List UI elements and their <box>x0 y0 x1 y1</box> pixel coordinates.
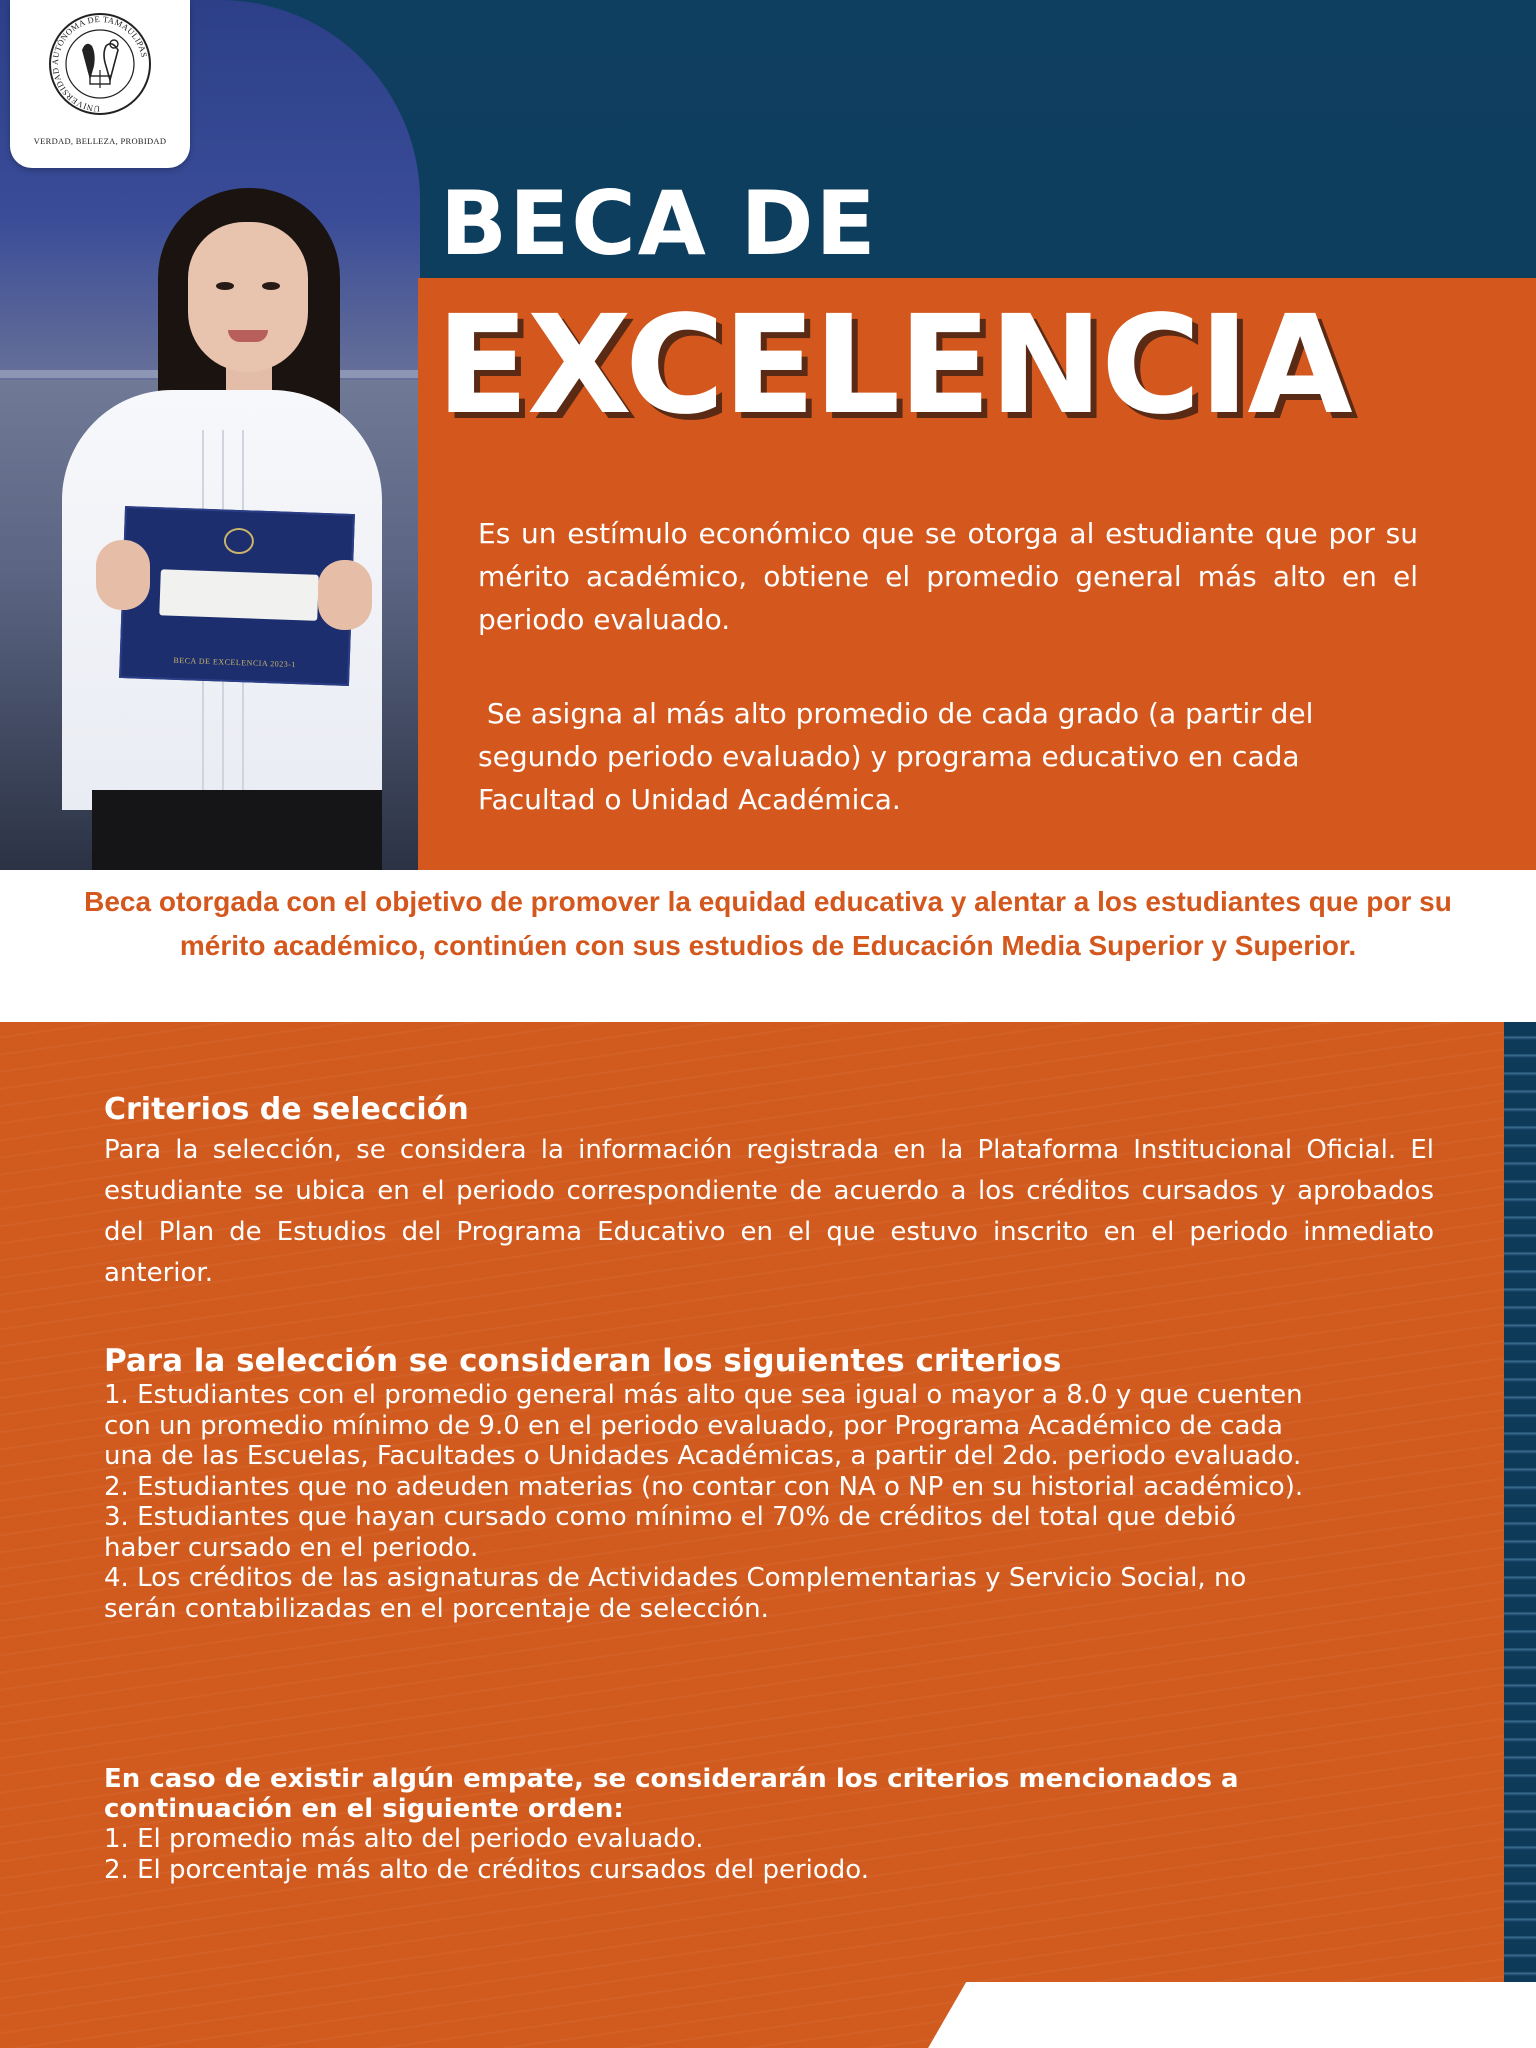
criterios-text: Para la selección, se considera la información registrada en la Plataforma Institucional Oficial. El estudiante se ubica en el periodo correspondiente de acuerdo a los créditos cursados y aprobados del Plan de Estudios del Programa Educativo en el que estuvo inscrito en el periodo inmediato anterior. <box>104 1135 1434 1288</box>
university-logo <box>10 0 190 168</box>
tiebreak-section <box>104 1764 1304 1886</box>
objective-banner <box>0 870 1536 1022</box>
tiebreak-item-2: 2. El porcentaje más alto de créditos cursados del periodo. <box>104 1855 869 1885</box>
title-line-1: BECA DE <box>440 172 878 275</box>
criterios-heading: Criterios de selección <box>104 1092 469 1127</box>
tiebreak-heading: En caso de existir algún empate, se considerarán los criterios mencionados a continuación en el siguiente orden: <box>104 1764 1239 1824</box>
student-pants <box>92 790 382 870</box>
certificate-label: BECA DE EXCELENCIA 2023-1 <box>173 655 297 670</box>
intro-paragraph-1: Es un estímulo económico que se otorga al estudiante que por su mérito académico, obtiene el promedio general más alto en el periodo evaluado. <box>478 517 1418 636</box>
criteria-item-4: 4. Los créditos de las asignaturas de Actividades Complementarias y Servicio Social, no serán contabilizadas en el porcentaje de selección. <box>104 1563 1247 1624</box>
left-hand <box>96 540 150 610</box>
criteria-item-2: 2. Estudiantes que no adeuden materias (no contar con NA o NP en su historial académico). <box>104 1471 1304 1502</box>
university-seal-icon <box>46 10 154 130</box>
decorative-stripes <box>1504 1022 1536 2048</box>
objective-text: Beca otorgada con el objetivo de promover la equidad educativa y alentar a los estudiantes que por su mérito académico, continúen con sus estudios de Educación Media Superior y Superior. <box>84 886 1452 961</box>
certificate-emblem-icon <box>223 528 254 555</box>
logo-ring-text: UNIVERSIDAD AUTÓNOMA DE TAMAULIPAS <box>49 13 150 115</box>
criterios-section <box>104 1090 1434 1294</box>
selection-criteria-heading: Para la selección se consideran los siguientes criterios <box>104 1343 1062 1379</box>
criteria-item-3: 3. Estudiantes que hayan cursado como mínimo el 70% de créditos del total que debió haber cursado en el periodo. <box>104 1502 1237 1563</box>
right-hand <box>318 560 372 630</box>
criteria-item-1: 1. Estudiantes con el promedio general más alto que sea igual o mayor a 8.0 y que cuenten con un promedio mínimo de 9.0 en el periodo evaluado, por Programa Académico de cada una de las Escuelas, Facultades o Unidades Académicas, a partir del 2do. periodo evaluado. <box>104 1380 1303 1471</box>
decorative-corner-shape <box>920 1982 1536 2048</box>
tiebreak-item-1: 1. El promedio más alto del periodo evaluado. <box>104 1824 704 1854</box>
logo-motto: VERDAD, BELLEZA, PROBIDAD <box>33 136 167 146</box>
intro-paragraph-2: Se asigna al más alto promedio de cada grado (a partir del segundo periodo evaluado) y programa educativo en cada Facultad o Unidad Académica. <box>478 697 1323 816</box>
student-face <box>188 222 308 372</box>
certificate-cheque <box>159 569 319 620</box>
title-line-2: EXCELENCIA <box>436 287 1351 445</box>
selection-criteria-list <box>104 1342 1304 1624</box>
